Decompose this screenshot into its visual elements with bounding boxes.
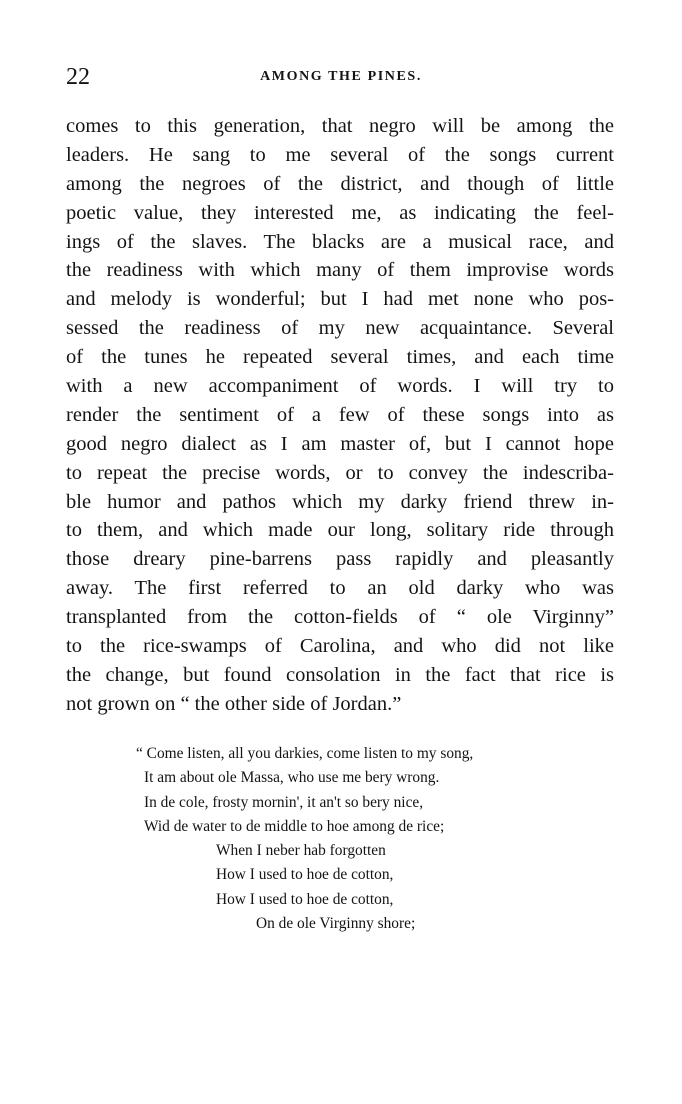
text-line: sessed the readiness of my new acquaintance. Several — [66, 317, 614, 340]
verse-line: How I used to hoe de cotton, — [216, 890, 394, 908]
text-line: ings of the slaves. The blacks are a musical race, and — [66, 230, 614, 253]
text-line: not grown on “ the other side of Jordan.” — [66, 692, 402, 715]
body-paragraph — [66, 112, 614, 719]
text-line: to repeat the precise words, or to convey the indescriba- — [66, 461, 614, 484]
verse-line: It am about ole Massa, who use me bery wrong. — [144, 769, 440, 787]
text-line: with a new accompaniment of words. I will try to — [66, 375, 614, 398]
verse-line: Wid de water to de middle to hoe among de rice; — [144, 817, 445, 835]
verse-line: “ Come listen, all you darkies, come listen to my song, — [136, 745, 474, 762]
verse-line: In de cole, frosty mornin', it an't so bery nice, — [144, 793, 424, 811]
text-line: to them, and which made our long, solitary ride through — [66, 519, 614, 542]
text-line: ble humor and pathos which my darky friend threw in- — [66, 490, 614, 513]
verse-line: When I neber hab forgotten — [216, 842, 386, 860]
text-line: render the sentiment of a few of these songs into as — [66, 403, 614, 426]
text-line: comes to this generation, that negro will be among the — [66, 115, 614, 137]
verse-line: How I used to hoe de cotton, — [216, 866, 394, 884]
page-number: 22 — [66, 64, 90, 90]
text-line: the readiness with which many of them improvise words — [66, 259, 614, 282]
text-line: transplanted from the cotton-fields of “ ole Virginny” — [66, 606, 614, 629]
text-line: and melody is wonderful; but I had met none who pos- — [66, 288, 614, 311]
song-verse — [136, 742, 576, 936]
verse-line: On de ole Virginny shore; — [256, 915, 416, 933]
running-title: AMONG THE PINES. — [260, 69, 422, 84]
text-line: of the tunes he repeated several times, and each time — [66, 346, 614, 369]
text-line: the change, but found consolation in the fact that rice is — [66, 663, 614, 686]
text-line: leaders. He sang to me several of the songs current — [66, 143, 614, 166]
text-line: among the negroes of the district, and though of little — [66, 172, 614, 195]
text-line: to the rice-swamps of Carolina, and who did not like — [66, 635, 614, 658]
text-line: poetic value, they interested me, as indicating the feel- — [66, 201, 614, 224]
text-line: away. The first referred to an old darky who was — [66, 577, 614, 600]
text-line: those dreary pine-barrens pass rapidly and pleasantly — [66, 548, 614, 571]
text-line: good negro dialect as I am master of, but I cannot hope — [66, 432, 614, 455]
